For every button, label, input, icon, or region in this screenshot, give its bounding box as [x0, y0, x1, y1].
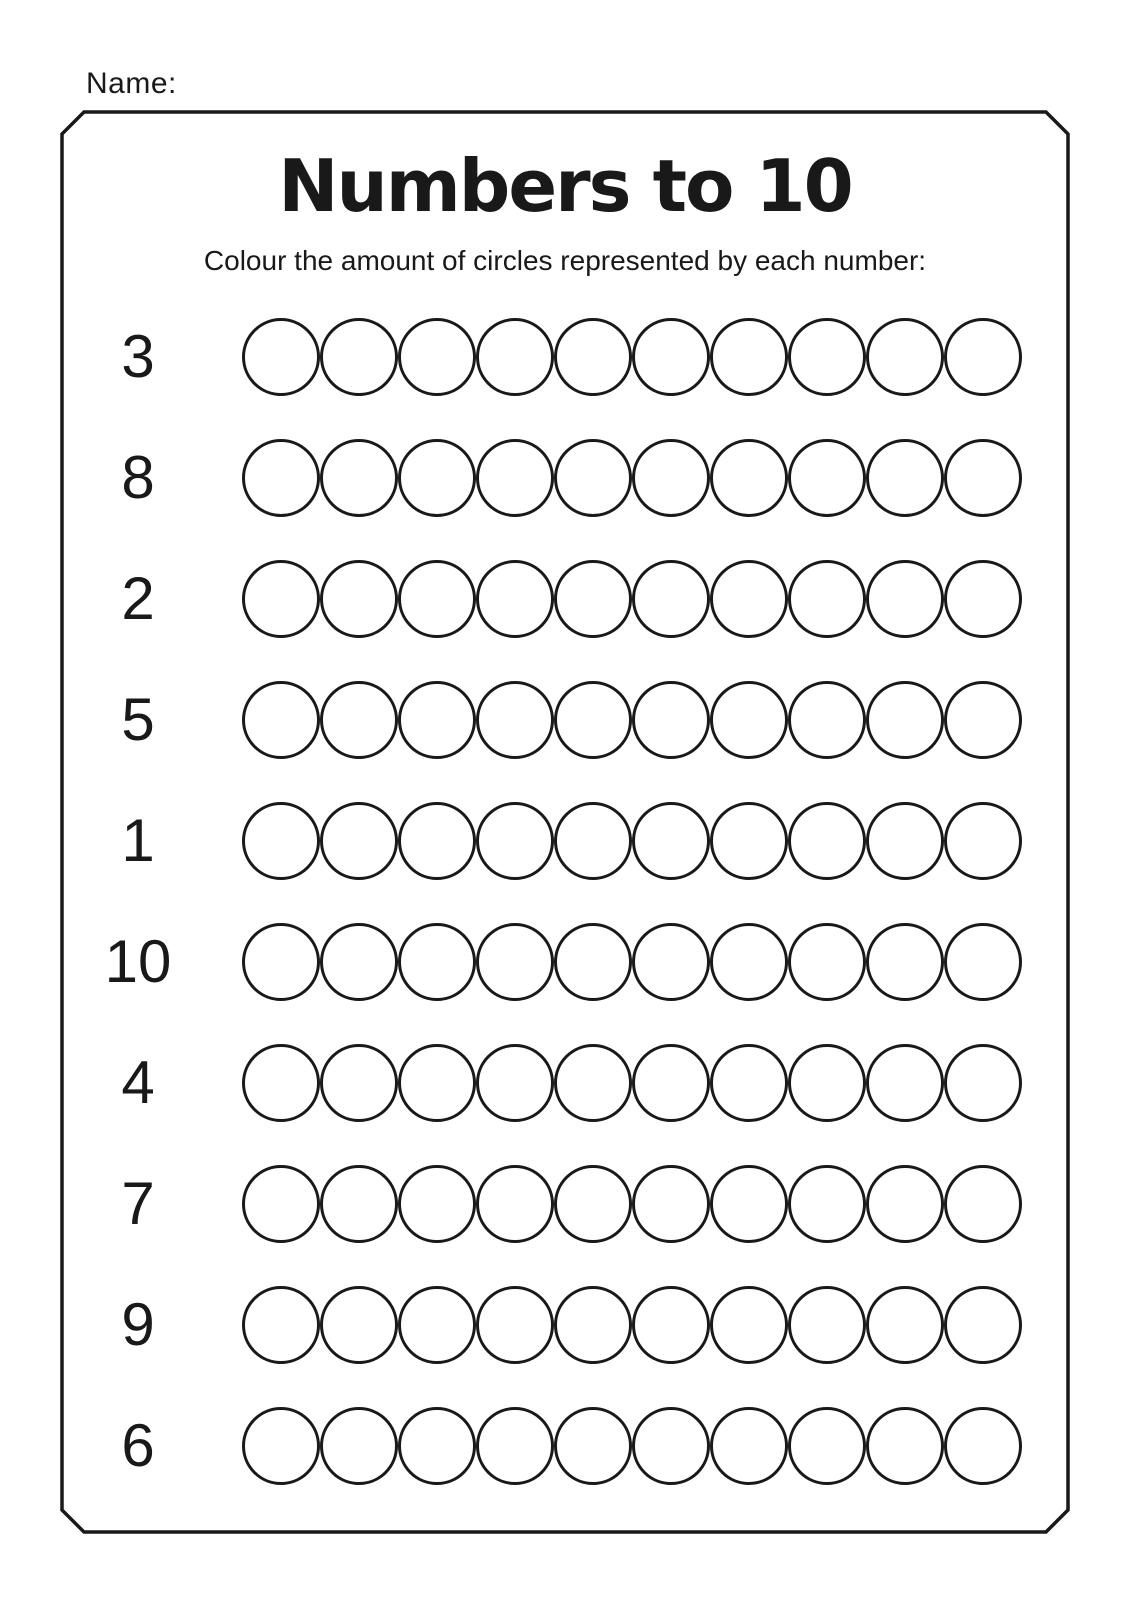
circle[interactable]	[788, 439, 866, 517]
circle[interactable]	[320, 802, 398, 880]
circle[interactable]	[866, 318, 944, 396]
circle[interactable]	[320, 1286, 398, 1364]
circle[interactable]	[944, 1044, 1022, 1122]
circle[interactable]	[554, 1044, 632, 1122]
worksheet-row	[62, 1407, 1068, 1485]
circle[interactable]	[632, 923, 710, 1001]
circle[interactable]	[242, 560, 320, 638]
circle[interactable]	[476, 802, 554, 880]
circle[interactable]	[398, 1044, 476, 1122]
circle[interactable]	[788, 1165, 866, 1243]
circle[interactable]	[398, 439, 476, 517]
circle[interactable]	[554, 802, 632, 880]
row-circles	[242, 318, 1022, 396]
circle[interactable]	[710, 318, 788, 396]
circle[interactable]	[944, 1407, 1022, 1485]
row-circles	[242, 439, 1022, 517]
row-circles	[242, 1286, 1022, 1364]
circle[interactable]	[242, 1286, 320, 1364]
circle[interactable]	[866, 923, 944, 1001]
row-number: 1	[121, 807, 155, 874]
circle[interactable]	[944, 923, 1022, 1001]
circle[interactable]	[476, 681, 554, 759]
circle[interactable]	[788, 1286, 866, 1364]
circle[interactable]	[554, 1286, 632, 1364]
row-number: 7	[121, 1170, 155, 1237]
row-circles	[242, 923, 1022, 1001]
circle[interactable]	[398, 681, 476, 759]
circle[interactable]	[476, 1407, 554, 1485]
row-number: 6	[121, 1412, 155, 1479]
worksheet-row	[62, 1286, 1068, 1364]
row-circles	[242, 1407, 1022, 1485]
worksheet-row	[62, 681, 1068, 759]
circle[interactable]	[788, 560, 866, 638]
circle[interactable]	[944, 802, 1022, 880]
circle[interactable]	[710, 560, 788, 638]
row-number: 2	[121, 565, 155, 632]
circle[interactable]	[476, 439, 554, 517]
circle[interactable]	[944, 560, 1022, 638]
circle[interactable]	[554, 923, 632, 1001]
circle[interactable]	[788, 1044, 866, 1122]
circle[interactable]	[554, 1165, 632, 1243]
circle[interactable]	[788, 681, 866, 759]
circle[interactable]	[242, 1044, 320, 1122]
circle[interactable]	[320, 560, 398, 638]
row-number: 5	[121, 686, 155, 753]
circle[interactable]	[944, 439, 1022, 517]
circle[interactable]	[944, 1286, 1022, 1364]
circle[interactable]	[476, 560, 554, 638]
circle[interactable]	[398, 560, 476, 638]
circle[interactable]	[632, 439, 710, 517]
circle[interactable]	[866, 560, 944, 638]
circle[interactable]	[710, 1165, 788, 1243]
circle[interactable]	[242, 681, 320, 759]
circle[interactable]	[554, 318, 632, 396]
circle[interactable]	[944, 1165, 1022, 1243]
page-title: Numbers to 10	[278, 144, 852, 228]
circle[interactable]	[554, 439, 632, 517]
circle[interactable]	[788, 802, 866, 880]
worksheet-row	[62, 1165, 1068, 1243]
circle[interactable]	[320, 681, 398, 759]
circle[interactable]	[710, 802, 788, 880]
circle[interactable]	[320, 923, 398, 1001]
circle[interactable]	[398, 923, 476, 1001]
circle[interactable]	[398, 1407, 476, 1485]
circle[interactable]	[398, 318, 476, 396]
circle[interactable]	[710, 1044, 788, 1122]
circle[interactable]	[398, 1286, 476, 1364]
circle[interactable]	[866, 802, 944, 880]
circle[interactable]	[554, 560, 632, 638]
circle[interactable]	[632, 1165, 710, 1243]
name-label: Name:	[86, 67, 177, 100]
circle[interactable]	[554, 1407, 632, 1485]
instruction-text: Colour the amount of circles represented by each number:	[203, 245, 927, 276]
circle[interactable]	[242, 1407, 320, 1485]
circle[interactable]	[320, 439, 398, 517]
worksheet-row	[62, 318, 1068, 396]
circle[interactable]	[320, 318, 398, 396]
row-number: 3	[121, 323, 155, 390]
circle[interactable]	[320, 1165, 398, 1243]
row-circles	[242, 681, 1022, 759]
circle[interactable]	[866, 1165, 944, 1243]
circle[interactable]	[632, 681, 710, 759]
row-circles	[242, 802, 1022, 880]
circle[interactable]	[944, 318, 1022, 396]
row-number: 10	[104, 928, 172, 995]
circle[interactable]	[710, 681, 788, 759]
circle[interactable]	[632, 560, 710, 638]
circle[interactable]	[476, 1286, 554, 1364]
circle[interactable]	[866, 1044, 944, 1122]
circle[interactable]	[476, 923, 554, 1001]
circle[interactable]	[554, 681, 632, 759]
circle[interactable]	[242, 318, 320, 396]
circle[interactable]	[710, 439, 788, 517]
circle[interactable]	[788, 923, 866, 1001]
row-circles	[242, 1044, 1022, 1122]
circle[interactable]	[866, 439, 944, 517]
row-number: 8	[121, 444, 155, 511]
circle[interactable]	[320, 1407, 398, 1485]
circle[interactable]	[866, 1407, 944, 1485]
circle[interactable]	[398, 1165, 476, 1243]
worksheet-row	[62, 439, 1068, 517]
circle[interactable]	[866, 1286, 944, 1364]
worksheet-row	[62, 1044, 1068, 1122]
circle[interactable]	[476, 1165, 554, 1243]
row-circles	[242, 1165, 1022, 1243]
row-number: 9	[121, 1291, 155, 1358]
circle[interactable]	[710, 1286, 788, 1364]
circle[interactable]	[632, 1044, 710, 1122]
circle[interactable]	[242, 439, 320, 517]
circle[interactable]	[632, 318, 710, 396]
circle[interactable]	[710, 1407, 788, 1485]
row-circles	[242, 560, 1022, 638]
circle[interactable]	[866, 681, 944, 759]
circle[interactable]	[398, 802, 476, 880]
circle[interactable]	[476, 318, 554, 396]
worksheet-row	[62, 560, 1068, 638]
circle[interactable]	[632, 1407, 710, 1485]
circle[interactable]	[944, 681, 1022, 759]
circle[interactable]	[242, 802, 320, 880]
worksheet-row	[62, 802, 1068, 880]
circle[interactable]	[788, 1407, 866, 1485]
circle[interactable]	[632, 1286, 710, 1364]
worksheet-rows	[62, 318, 1068, 1528]
worksheet-row	[62, 923, 1068, 1001]
circle[interactable]	[242, 1165, 320, 1243]
circle[interactable]	[632, 802, 710, 880]
circle[interactable]	[788, 318, 866, 396]
circle[interactable]	[242, 923, 320, 1001]
circle[interactable]	[710, 923, 788, 1001]
circle[interactable]	[320, 1044, 398, 1122]
row-number: 4	[121, 1049, 155, 1116]
circle[interactable]	[476, 1044, 554, 1122]
